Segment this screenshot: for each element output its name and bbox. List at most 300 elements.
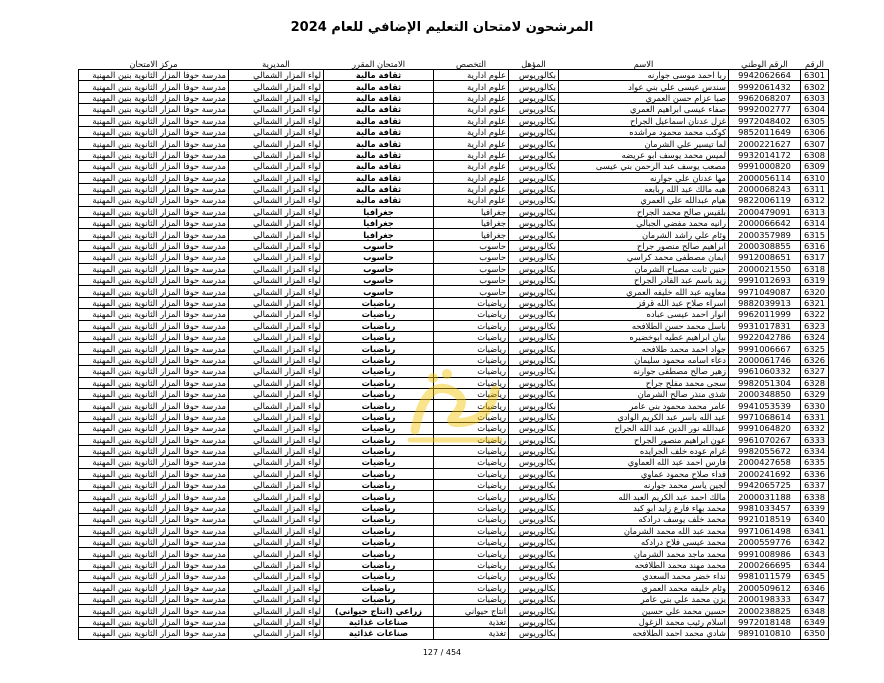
cell-seq: 6319 xyxy=(801,275,829,286)
cell-directorate: لواء المزار الشمالي xyxy=(229,411,324,422)
cell-specialization: رياضيات xyxy=(434,559,509,570)
cell-national-id: 9962068207 xyxy=(729,92,801,103)
cell-exam-center: مدرسة حوفا المزار الثانوية بنين المهنية xyxy=(79,343,229,354)
cell-exam-center: مدرسة حوفا المزار الثانوية بنين المهنية xyxy=(79,81,229,92)
table-row xyxy=(79,377,829,388)
cell-national-id: 9921018519 xyxy=(729,514,801,525)
cell-qualification: بكالوريوس xyxy=(509,616,559,627)
cell-name: مصعب يوسف عبد الرحمن بني عيسى xyxy=(559,161,729,172)
cell-specialization: رياضيات xyxy=(434,571,509,582)
cell-exam-center: مدرسة حوفا المزار الثانوية بنين المهنية xyxy=(79,445,229,456)
cell-exam-center: مدرسة حوفا المزار الثانوية بنين المهنية xyxy=(79,172,229,183)
cell-exam-center: مدرسة حوفا المزار الثانوية بنين المهنية xyxy=(79,252,229,263)
cell-qualification: بكالوريوس xyxy=(509,240,559,251)
cell-directorate: لواء المزار الشمالي xyxy=(229,480,324,491)
cell-specialization: رياضيات xyxy=(434,354,509,365)
page-number: 127 / 454 xyxy=(422,648,462,657)
cell-name: حنين ثابت مصباح الشرمان xyxy=(559,263,729,274)
cell-directorate: لواء المزار الشمالي xyxy=(229,559,324,570)
cell-exam: حاسوب xyxy=(324,252,434,263)
cell-name: لجين ياسر محمد جوارنه xyxy=(559,480,729,491)
cell-specialization: رياضيات xyxy=(434,593,509,604)
cell-seq: 6339 xyxy=(801,502,829,513)
cell-exam: رياضيات xyxy=(324,423,434,434)
cell-directorate: لواء المزار الشمالي xyxy=(229,183,324,194)
cell-specialization: جغرافيا xyxy=(434,206,509,217)
cell-specialization: حاسوب xyxy=(434,286,509,297)
cell-seq: 6325 xyxy=(801,343,829,354)
cell-national-id: 2000031188 xyxy=(729,491,801,502)
page-title: المرشحون لامتحان التعليم الإضافي للعام 2024 xyxy=(290,20,594,35)
cell-qualification: بكالوريوس xyxy=(509,161,559,172)
cell-national-id: 2000198333 xyxy=(729,593,801,604)
cell-seq: 6330 xyxy=(801,400,829,411)
cell-specialization: تغذية xyxy=(434,628,509,639)
cell-directorate: لواء المزار الشمالي xyxy=(229,468,324,479)
cell-qualification: بكالوريوس xyxy=(509,593,559,604)
cell-qualification: بكالوريوس xyxy=(509,480,559,491)
cell-specialization: علوم ادارية xyxy=(434,70,509,81)
cell-name: بيان ابراهيم عطيه ابوخضيره xyxy=(559,331,729,342)
cell-exam: رياضيات xyxy=(324,571,434,582)
cell-seq: 6309 xyxy=(801,161,829,172)
cell-qualification: بكالوريوس xyxy=(509,70,559,81)
cell-specialization: رياضيات xyxy=(434,411,509,422)
cell-directorate: لواء المزار الشمالي xyxy=(229,388,324,399)
cell-seq: 6305 xyxy=(801,115,829,126)
cell-qualification: بكالوريوس xyxy=(509,206,559,217)
cell-name: بلقيس صالح محمد الجراح xyxy=(559,206,729,217)
cell-seq: 6343 xyxy=(801,548,829,559)
cell-national-id: 9932014172 xyxy=(729,149,801,160)
cell-specialization: حاسوب xyxy=(434,275,509,286)
cell-specialization: رياضيات xyxy=(434,434,509,445)
cell-specialization: رياضيات xyxy=(434,502,509,513)
cell-exam-center: مدرسة حوفا المزار الثانوية بنين المهنية xyxy=(79,149,229,160)
cell-national-id: 9992002777 xyxy=(729,104,801,115)
cell-specialization: جغرافيا xyxy=(434,218,509,229)
cell-exam-center: مدرسة حوفا المزار الثانوية بنين المهنية xyxy=(79,331,229,342)
cell-exam: جغرافيا xyxy=(324,229,434,240)
cell-name: مها عدنان علي جوارنه xyxy=(559,172,729,183)
cell-exam-center: مدرسة حوفا المزار الثانوية بنين المهنية xyxy=(79,559,229,570)
cell-specialization: رياضيات xyxy=(434,309,509,320)
cell-national-id: 9971061498 xyxy=(729,525,801,536)
cell-directorate: لواء المزار الشمالي xyxy=(229,377,324,388)
table-row xyxy=(79,616,829,627)
cell-seq: 6346 xyxy=(801,582,829,593)
cell-qualification: بكالوريوس xyxy=(509,537,559,548)
cell-directorate: لواء المزار الشمالي xyxy=(229,126,324,137)
cell-qualification: بكالوريوس xyxy=(509,92,559,103)
table-row xyxy=(79,445,829,456)
cell-national-id: 9982055672 xyxy=(729,445,801,456)
cell-exam: رياضيات xyxy=(324,468,434,479)
table-row xyxy=(79,559,829,570)
cell-name: باسل محمد حسن الطلافحه xyxy=(559,320,729,331)
cell-specialization: رياضيات xyxy=(434,343,509,354)
table-row xyxy=(79,400,829,411)
cell-directorate: لواء المزار الشمالي xyxy=(229,286,324,297)
cell-name: عبد الله باسر عبد الكريم الوادي xyxy=(559,411,729,422)
cell-national-id: 9971068614 xyxy=(729,411,801,422)
cell-name: زهير صالح مصطفى جوارنه xyxy=(559,366,729,377)
cell-exam: ثقافة مالية xyxy=(324,183,434,194)
table-row xyxy=(79,491,829,502)
cell-name: كوكب محمد محمود مراشده xyxy=(559,126,729,137)
cell-directorate: لواء المزار الشمالي xyxy=(229,115,324,126)
cell-seq: 6342 xyxy=(801,537,829,548)
cell-seq: 6304 xyxy=(801,104,829,115)
cell-exam-center: مدرسة حوفا المزار الثانوية بنين المهنية xyxy=(79,548,229,559)
cell-exam: ثقافة مالية xyxy=(324,138,434,149)
table-row xyxy=(79,183,829,194)
cell-seq: 6311 xyxy=(801,183,829,194)
cell-exam: رياضيات xyxy=(324,331,434,342)
cell-national-id: 9852011649 xyxy=(729,126,801,137)
cell-exam: زراعي (انتاج حيواني) xyxy=(324,605,434,616)
table-row xyxy=(79,525,829,536)
header-qualification: المؤهل xyxy=(509,58,559,70)
cell-seq: 6310 xyxy=(801,172,829,183)
cell-seq: 6338 xyxy=(801,491,829,502)
cell-exam-center: مدرسة حوفا المزار الثانوية بنين المهنية xyxy=(79,593,229,604)
cell-name: غرام عوده خلف الجرايده xyxy=(559,445,729,456)
cell-directorate: لواء المزار الشمالي xyxy=(229,252,324,263)
cell-exam: رياضيات xyxy=(324,434,434,445)
cell-directorate: لواء المزار الشمالي xyxy=(229,309,324,320)
cell-exam: ثقافة مالية xyxy=(324,149,434,160)
table-row xyxy=(79,309,829,320)
cell-qualification: بكالوريوس xyxy=(509,275,559,286)
cell-specialization: علوم ادارية xyxy=(434,161,509,172)
cell-directorate: لواء المزار الشمالي xyxy=(229,548,324,559)
cell-directorate: لواء المزار الشمالي xyxy=(229,331,324,342)
cell-national-id: 2000056114 xyxy=(729,172,801,183)
table-row xyxy=(79,172,829,183)
cell-national-id: 2000061746 xyxy=(729,354,801,365)
cell-seq: 6312 xyxy=(801,195,829,206)
candidates-table xyxy=(78,58,829,640)
cell-specialization: رياضيات xyxy=(434,491,509,502)
cell-qualification: بكالوريوس xyxy=(509,377,559,388)
cell-name: يزن محمد علي بني عامر xyxy=(559,593,729,604)
cell-qualification: بكالوريوس xyxy=(509,320,559,331)
cell-exam-center: مدرسة حوفا المزار الثانوية بنين المهنية xyxy=(79,229,229,240)
cell-specialization: علوم ادارية xyxy=(434,81,509,92)
cell-exam-center: مدرسة حوفا المزار الثانوية بنين المهنية xyxy=(79,240,229,251)
table-row xyxy=(79,275,829,286)
cell-name: عامر محمد محمود بني عامر xyxy=(559,400,729,411)
cell-directorate: لواء المزار الشمالي xyxy=(229,229,324,240)
cell-exam-center: مدرسة حوفا المزار الثانوية بنين المهنية xyxy=(79,491,229,502)
cell-exam-center: مدرسة حوفا المزار الثانوية بنين المهنية xyxy=(79,480,229,491)
table-row xyxy=(79,411,829,422)
cell-specialization: حاسوب xyxy=(434,240,509,251)
cell-specialization: حاسوب xyxy=(434,263,509,274)
cell-seq: 6307 xyxy=(801,138,829,149)
cell-seq: 6350 xyxy=(801,628,829,639)
cell-directorate: لواء المزار الشمالي xyxy=(229,400,324,411)
cell-specialization: رياضيات xyxy=(434,423,509,434)
cell-qualification: بكالوريوس xyxy=(509,468,559,479)
cell-seq: 6308 xyxy=(801,149,829,160)
cell-name: مالك احمد عبد الكريم العبد الله xyxy=(559,491,729,502)
table-row xyxy=(79,388,829,399)
cell-exam: رياضيات xyxy=(324,400,434,411)
cell-national-id: 9931017831 xyxy=(729,320,801,331)
cell-directorate: لواء المزار الشمالي xyxy=(229,343,324,354)
cell-specialization: رياضيات xyxy=(434,388,509,399)
cell-specialization: رياضيات xyxy=(434,377,509,388)
cell-exam: رياضيات xyxy=(324,320,434,331)
cell-name: معاويه عبد الله خليفه العمري xyxy=(559,286,729,297)
cell-name: ربا احمد موسى جوارنه xyxy=(559,70,729,81)
cell-qualification: بكالوريوس xyxy=(509,309,559,320)
cell-exam: رياضيات xyxy=(324,548,434,559)
cell-specialization: انتاج حيواني xyxy=(434,605,509,616)
cell-national-id: 9962011999 xyxy=(729,309,801,320)
cell-seq: 6345 xyxy=(801,571,829,582)
cell-specialization: رياضيات xyxy=(434,582,509,593)
cell-seq: 6301 xyxy=(801,70,829,81)
cell-directorate: لواء المزار الشمالي xyxy=(229,514,324,525)
cell-qualification: بكالوريوس xyxy=(509,514,559,525)
cell-seq: 6324 xyxy=(801,331,829,342)
header-specialization: التخصص xyxy=(434,58,509,70)
cell-directorate: لواء المزار الشمالي xyxy=(229,537,324,548)
cell-directorate: لواء المزار الشمالي xyxy=(229,628,324,639)
cell-name: زيد باسم عبد القادر الجراح xyxy=(559,275,729,286)
cell-national-id: 2000241692 xyxy=(729,468,801,479)
cell-name: محمد مهند محمد الطلافحه xyxy=(559,559,729,570)
cell-exam: ثقافة مالية xyxy=(324,81,434,92)
cell-qualification: بكالوريوس xyxy=(509,366,559,377)
cell-seq: 6302 xyxy=(801,81,829,92)
table-row xyxy=(79,286,829,297)
cell-directorate: لواء المزار الشمالي xyxy=(229,149,324,160)
cell-national-id: 2000427658 xyxy=(729,457,801,468)
cell-directorate: لواء المزار الشمالي xyxy=(229,423,324,434)
cell-exam-center: مدرسة حوفا المزار الثانوية بنين المهنية xyxy=(79,183,229,194)
cell-exam: ثقافة مالية xyxy=(324,92,434,103)
cell-qualification: بكالوريوس xyxy=(509,571,559,582)
cell-qualification: بكالوريوس xyxy=(509,605,559,616)
cell-name: لميس محمد يوسف ابو عريضه xyxy=(559,149,729,160)
cell-seq: 6328 xyxy=(801,377,829,388)
header-name: الاسم xyxy=(559,58,729,70)
cell-name: محمد ماجد محمد الشرمان xyxy=(559,548,729,559)
cell-directorate: لواء المزار الشمالي xyxy=(229,525,324,536)
cell-national-id: 9961070267 xyxy=(729,434,801,445)
cell-specialization: رياضيات xyxy=(434,366,509,377)
cell-name: رانيه محمد مفضي الجبالي xyxy=(559,218,729,229)
cell-exam: حاسوب xyxy=(324,240,434,251)
table-row xyxy=(79,582,829,593)
table-row xyxy=(79,468,829,479)
cell-exam-center: مدرسة حوفا المزار الثانوية بنين المهنية xyxy=(79,434,229,445)
cell-seq: 6303 xyxy=(801,92,829,103)
cell-exam-center: مدرسة حوفا المزار الثانوية بنين المهنية xyxy=(79,206,229,217)
cell-exam-center: مدرسة حوفا المزار الثانوية بنين المهنية xyxy=(79,286,229,297)
cell-specialization: رياضيات xyxy=(434,537,509,548)
cell-national-id: 9971049087 xyxy=(729,286,801,297)
cell-qualification: بكالوريوس xyxy=(509,195,559,206)
cell-exam-center: مدرسة حوفا المزار الثانوية بنين المهنية xyxy=(79,138,229,149)
cell-national-id: 9922042786 xyxy=(729,331,801,342)
cell-name: صبا عزام حسن العمري xyxy=(559,92,729,103)
cell-exam: رياضيات xyxy=(324,593,434,604)
cell-seq: 6321 xyxy=(801,297,829,308)
table-row xyxy=(79,331,829,342)
cell-seq: 6335 xyxy=(801,457,829,468)
header-exam-center: مركز الامتحان xyxy=(79,58,229,70)
cell-exam-center: مدرسة حوفا المزار الثانوية بنين المهنية xyxy=(79,411,229,422)
cell-exam-center: مدرسة حوفا المزار الثانوية بنين المهنية xyxy=(79,104,229,115)
cell-national-id: 2000066642 xyxy=(729,218,801,229)
cell-specialization: علوم ادارية xyxy=(434,183,509,194)
header-directorate: المديرية xyxy=(229,58,324,70)
cell-exam: ثقافة مالية xyxy=(324,195,434,206)
table-row xyxy=(79,514,829,525)
table-row xyxy=(79,195,829,206)
cell-exam-center: مدرسة حوفا المزار الثانوية بنين المهنية xyxy=(79,514,229,525)
cell-name: انوار احمد عيسى عباده xyxy=(559,309,729,320)
cell-national-id: 9891010810 xyxy=(729,628,801,639)
cell-seq: 6318 xyxy=(801,263,829,274)
table-header-row xyxy=(79,58,829,70)
header-exam: الامتحان المقرر xyxy=(324,58,434,70)
cell-specialization: علوم ادارية xyxy=(434,115,509,126)
cell-directorate: لواء المزار الشمالي xyxy=(229,195,324,206)
cell-seq: 6314 xyxy=(801,218,829,229)
cell-qualification: بكالوريوس xyxy=(509,457,559,468)
cell-exam: جغرافيا xyxy=(324,218,434,229)
cell-qualification: بكالوريوس xyxy=(509,434,559,445)
cell-seq: 6341 xyxy=(801,525,829,536)
cell-qualification: بكالوريوس xyxy=(509,183,559,194)
cell-qualification: بكالوريوس xyxy=(509,263,559,274)
cell-qualification: بكالوريوس xyxy=(509,423,559,434)
cell-specialization: علوم ادارية xyxy=(434,126,509,137)
cell-qualification: بكالوريوس xyxy=(509,411,559,422)
cell-national-id: 2000479091 xyxy=(729,206,801,217)
cell-exam: رياضيات xyxy=(324,502,434,513)
cell-directorate: لواء المزار الشمالي xyxy=(229,138,324,149)
table-row xyxy=(79,81,829,92)
cell-qualification: بكالوريوس xyxy=(509,582,559,593)
cell-specialization: رياضيات xyxy=(434,445,509,456)
cell-seq: 6326 xyxy=(801,354,829,365)
cell-directorate: لواء المزار الشمالي xyxy=(229,571,324,582)
cell-exam-center: مدرسة حوفا المزار الثانوية بنين المهنية xyxy=(79,161,229,172)
cell-name: فداء صلاح محمود عماوي xyxy=(559,468,729,479)
table-row xyxy=(79,593,829,604)
table-row xyxy=(79,240,829,251)
table-row xyxy=(79,366,829,377)
cell-specialization: رياضيات xyxy=(434,331,509,342)
cell-exam: ثقافة مالية xyxy=(324,104,434,115)
cell-exam: رياضيات xyxy=(324,525,434,536)
cell-exam: حاسوب xyxy=(324,286,434,297)
cell-exam-center: مدرسة حوفا المزار الثانوية بنين المهنية xyxy=(79,354,229,365)
cell-qualification: بكالوريوس xyxy=(509,343,559,354)
cell-seq: 6337 xyxy=(801,480,829,491)
cell-seq: 6316 xyxy=(801,240,829,251)
cell-national-id: 9882039913 xyxy=(729,297,801,308)
cell-directorate: لواء المزار الشمالي xyxy=(229,491,324,502)
cell-directorate: لواء المزار الشمالي xyxy=(229,605,324,616)
cell-national-id: 9981011579 xyxy=(729,571,801,582)
cell-directorate: لواء المزار الشمالي xyxy=(229,502,324,513)
cell-exam: حاسوب xyxy=(324,263,434,274)
cell-seq: 6329 xyxy=(801,388,829,399)
cell-seq: 6334 xyxy=(801,445,829,456)
cell-specialization: علوم ادارية xyxy=(434,104,509,115)
cell-directorate: لواء المزار الشمالي xyxy=(229,81,324,92)
table-row xyxy=(79,480,829,491)
table-body xyxy=(79,70,829,640)
cell-exam-center: مدرسة حوفا المزار الثانوية بنين المهنية xyxy=(79,605,229,616)
table-row xyxy=(79,502,829,513)
cell-exam-center: مدرسة حوفا المزار الثانوية بنين المهنية xyxy=(79,571,229,582)
table-row xyxy=(79,252,829,263)
cell-specialization: رياضيات xyxy=(434,468,509,479)
table-row xyxy=(79,628,829,639)
cell-exam: رياضيات xyxy=(324,537,434,548)
cell-seq: 6344 xyxy=(801,559,829,570)
cell-specialization: حاسوب xyxy=(434,252,509,263)
cell-seq: 6306 xyxy=(801,126,829,137)
cell-specialization: رياضيات xyxy=(434,320,509,331)
cell-exam-center: مدرسة حوفا المزار الثانوية بنين المهنية xyxy=(79,309,229,320)
cell-name: نداء خضر محمد السعدي xyxy=(559,571,729,582)
cell-name: وئام خليفه محمد العمري xyxy=(559,582,729,593)
cell-name: سندس عيسى علي بني عواد xyxy=(559,81,729,92)
cell-qualification: بكالوريوس xyxy=(509,400,559,411)
cell-name: عبدالله نور الدين عبد الله الجراح xyxy=(559,423,729,434)
header-seq: الرقم xyxy=(801,58,829,70)
cell-directorate: لواء المزار الشمالي xyxy=(229,366,324,377)
cell-directorate: لواء المزار الشمالي xyxy=(229,263,324,274)
cell-exam-center: مدرسة حوفا المزار الثانوية بنين المهنية xyxy=(79,320,229,331)
cell-name: فارس احمد عبد الله العماوي xyxy=(559,457,729,468)
cell-national-id: 9942062664 xyxy=(729,70,801,81)
cell-directorate: لواء المزار الشمالي xyxy=(229,593,324,604)
cell-exam: رياضيات xyxy=(324,582,434,593)
table-row xyxy=(79,537,829,548)
cell-qualification: بكالوريوس xyxy=(509,548,559,559)
cell-national-id: 2000266695 xyxy=(729,559,801,570)
cell-national-id: 9981033457 xyxy=(729,502,801,513)
cell-qualification: بكالوريوس xyxy=(509,297,559,308)
cell-national-id: 2000238825 xyxy=(729,605,801,616)
table-row xyxy=(79,115,829,126)
table-row xyxy=(79,354,829,365)
cell-qualification: بكالوريوس xyxy=(509,81,559,92)
cell-directorate: لواء المزار الشمالي xyxy=(229,582,324,593)
cell-exam-center: مدرسة حوفا المزار الثانوية بنين المهنية xyxy=(79,377,229,388)
cell-name: اسلام رئيب محمد الزغول xyxy=(559,616,729,627)
cell-specialization: علوم ادارية xyxy=(434,149,509,160)
cell-exam-center: مدرسة حوفا المزار الثانوية بنين المهنية xyxy=(79,400,229,411)
cell-national-id: 2000308855 xyxy=(729,240,801,251)
cell-national-id: 9991064820 xyxy=(729,423,801,434)
cell-national-id: 9992061432 xyxy=(729,81,801,92)
cell-name: صفاء عيسى ابراهيم العمري xyxy=(559,104,729,115)
cell-exam: رياضيات xyxy=(324,366,434,377)
table-row xyxy=(79,92,829,103)
